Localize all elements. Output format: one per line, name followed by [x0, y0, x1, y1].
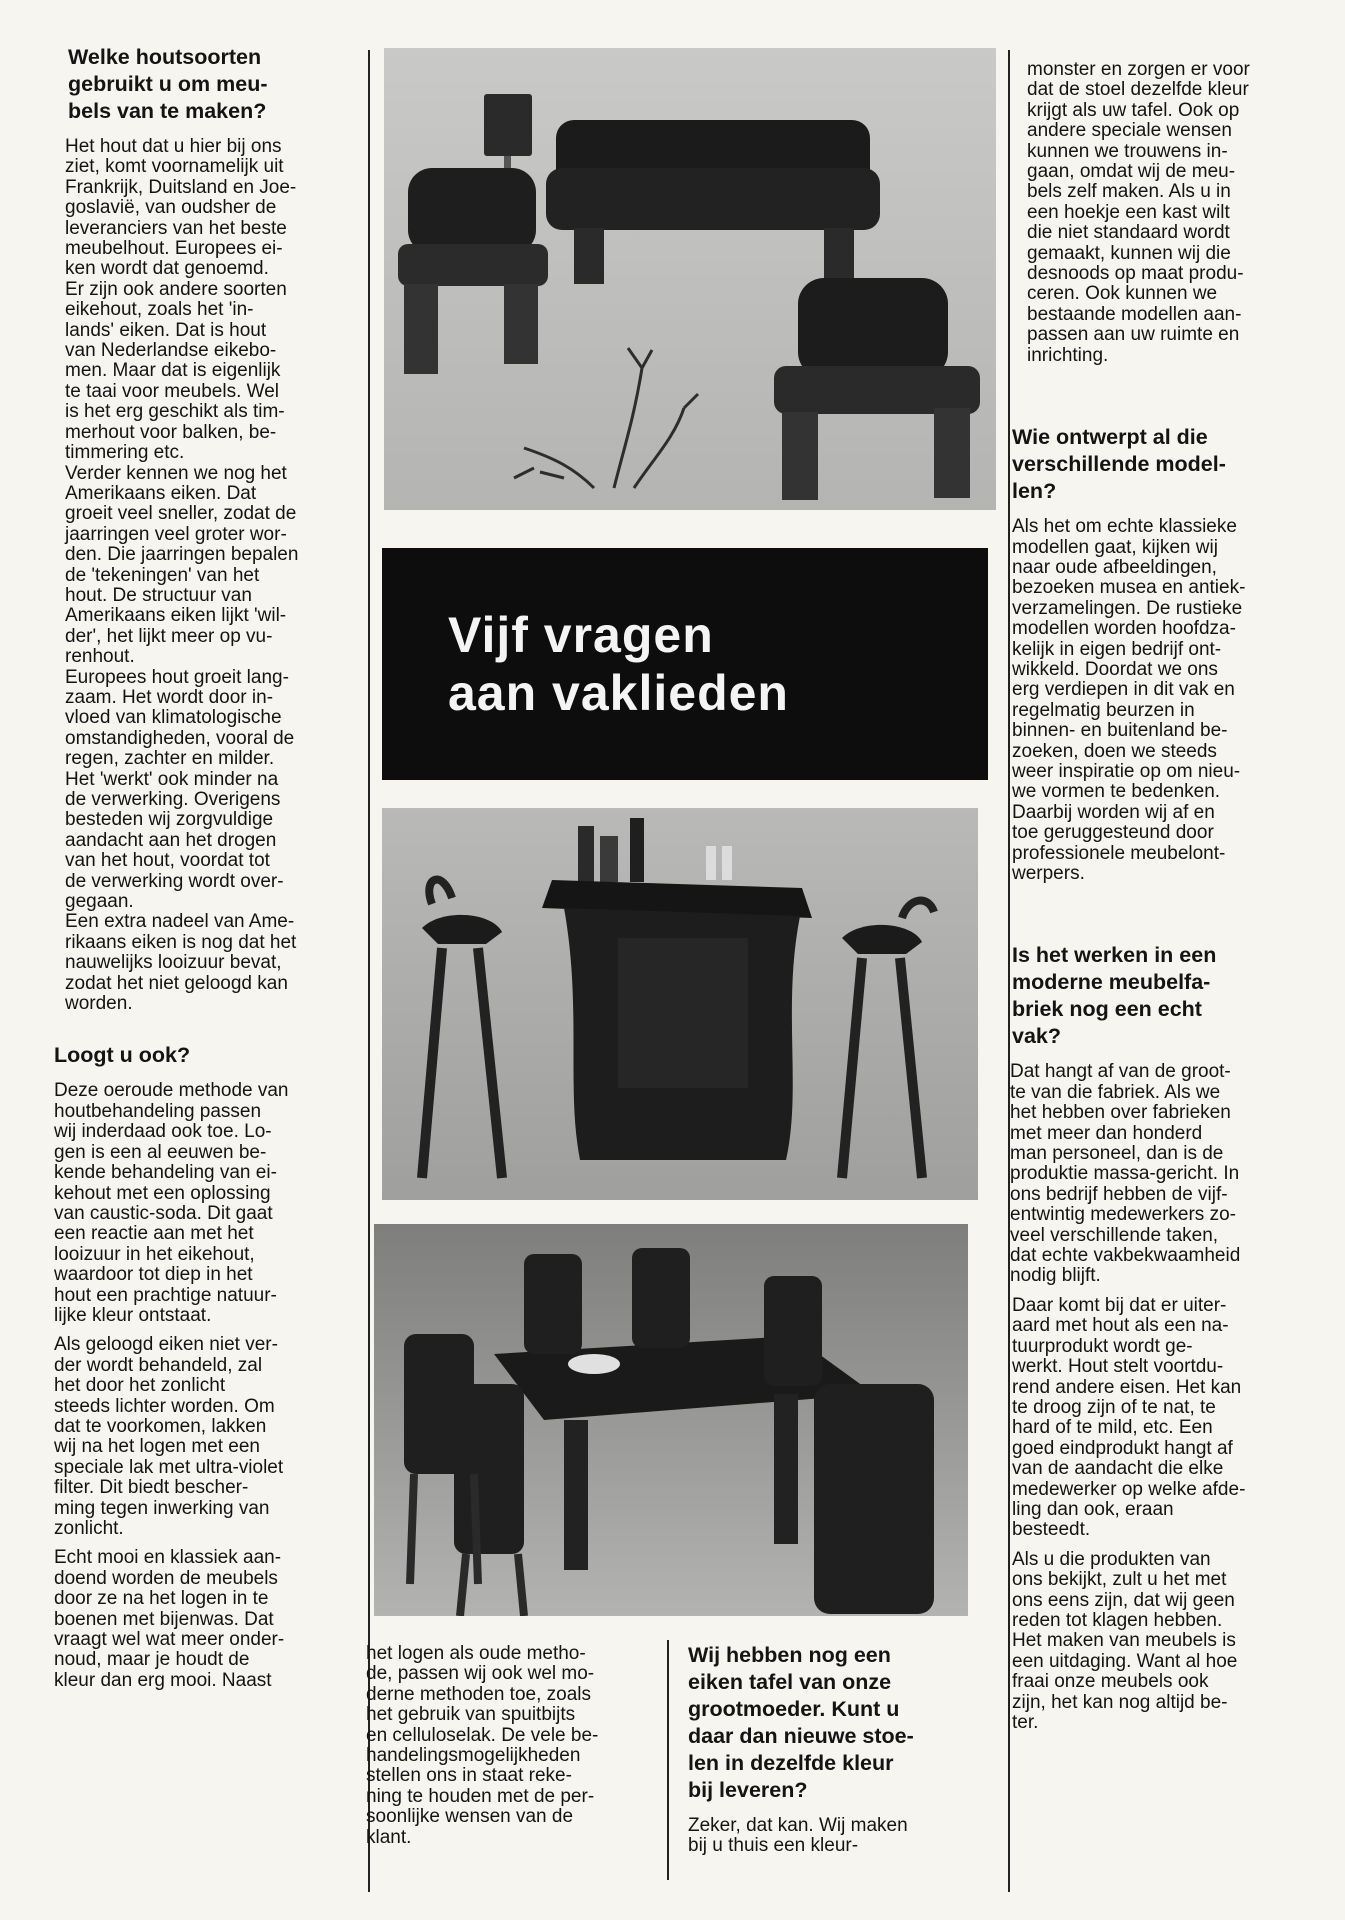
question-5-answer-p2: Daar komt bij dat er uiter- aard met hout als een na- tuurprodukt wordt ge- werkt. Hout stelt voortdu- rend andere eisen. Het kan te droog zijn of te nat, te hard of te mild, etc. Een goed eindprodukt hangt af van de aandacht die elke medewerker op welke afde- ling dan ook, eraan besteedt. — [1012, 1294, 1246, 1541]
question-5-answer-p3: Als u die produkten van ons bekijkt, zult u het met ons eens zijn, dat wij geen reden tot klagen hebben. Het maken van meubels is een uitdaging. Want al hoe fraai onze meubels ook zijn, het kan nog altijd be- ter. — [1012, 1548, 1238, 1733]
column-rule-bottom-middle — [667, 1640, 669, 1880]
question-1-heading: Welke houtsoorten gebruikt u om meu- bels van te maken? — [68, 45, 268, 123]
question-2-heading: Loogt u ook? — [54, 1043, 191, 1068]
bar-cabinet-photo — [382, 808, 978, 1200]
question-5-heading: Is het werken in een moderne meubelfa- briek nog een echt vak? — [1012, 943, 1217, 1049]
dining-set-photo — [374, 1224, 968, 1616]
column-rule-left — [368, 50, 370, 1892]
question-1-answer: Het hout dat u hier bij ons ziet, komt voornamelijk uit Frankrijk, Duitsland en Joe- goslavië, van oudsher de leveranciers van het beste meubelhout. Europees ei- ken wordt dat genoemd. Er zijn ook andere soorten eikehout, zoals het 'in- lands' eiken. Dat is hout van Nederlandse eikebo- men. Maar dat is eigenlijk te taai voor meubels. Wel is het erg geschikt als tim- merhout voor balken, be- timmering etc. Verder kennen we nog het Amerikaans eiken. Dat groeit veel sneller, zodat de jaarringen veel groter wor- den. Die jaarringen bepalen de 'tekeningen' van het hout. De structuur van Amerikaans eiken lijkt 'wil- der', het lijkt meer op vu- renhout. Europees hout groeit lang- zaam. Het wordt door in- vloed van klimatologische omstandigheden, vooral de regen, zachter en milder. Het 'werkt' ook minder na de verwerking. Overigens besteden wij zorgvuldige aandacht aan het drogen van het hout, voordat tot de verwerking wordt over- gegaan. Een extra nadeel van Ame- rikaans eiken is nog dat het nauwelijks looizuur bevat, zodat het niet geloogd kan worden. — [65, 136, 299, 1015]
right-column — [1012, 60, 1334, 1742]
question-2-answer-p3: Echt mooi en klassiek aan- doend worden de meubels door ze na het logen in te boenen met bijenwas. Dat vraagt wel wat meer onder- noud, maar je houdt de kleur dan erg mooi. Naast — [54, 1547, 285, 1691]
question-2-answer-p1: Deze oeroude methode van houtbehandeling passen wij inderdaad ook toe. Lo- gen is een al eeuwen be- kende behandeling van ei- kehout met een oplossing van caustic-soda. Dit gaat een reactie aan met het looizuur in het eikehout, waardoor tot diep in het hout een prachtige natuur- lijke kleur ontstaat. — [54, 1080, 289, 1326]
question-3-answer-continued: monster en zorgen er voor dat de stoel dezelfde kleur krijgt als uw tafel. Ook op andere speciale wensen kunnen we trouwens in- gaan, omdat wij de meu- bels zelf maken. Als u in een hoekje een kast wilt die niet standaard wordt gemaakt, kunnen wij die desnoods op maat produ- ceren. Ook kunnen we bestaande modellen aan- passen aan uw ruimte en inrichting. — [1027, 59, 1250, 366]
question-3-heading: Wij hebben nog een eiken tafel van onze grootmoeder. Kunt u daar dan nieuwe stoe- len in dezelfde kleur bij leveren? — [688, 1643, 914, 1802]
middle-bottom-right-column — [688, 1642, 1004, 1866]
left-column — [54, 44, 360, 1700]
sofa-set-photo — [384, 48, 996, 510]
title-block — [382, 548, 988, 780]
question-2-answer-continued: het logen als oude metho- de, passen wij ook wel mo- derne methoden toe, zoals het gebruik van spuitbijts en celluloselak. De vele be- handelingsmogelijkheden stellen ons in staat reke- ning te houden met de per- soonlijke wensen van de klant. — [366, 1643, 599, 1848]
column-rule-right — [1008, 50, 1010, 1892]
question-3-answer: Zeker, dat kan. Wij maken bij u thuis een kleur- — [688, 1815, 908, 1857]
question-5-answer-p1: Dat hangt af van de groot- te van die fabriek. Als we het hebben over fabrieken met meer dan honderd man personeel, dan is de produktie massa-gericht. In ons bedrijf hebben de vijf- entwintig medewerkers zo- veel verschillende taken, dat echte vakbekwaamheid nodig blijft. — [1010, 1061, 1241, 1287]
question-2-answer-p2: Als geloogd eiken niet ver- der wordt behandeld, zal het door het zonlicht steeds lichter worden. Om dat te voorkomen, lakken wij na het logen met een speciale lak met ultra-violet filter. Dit biedt bescher- ming tegen inwerking van zonlicht. — [54, 1334, 284, 1539]
article-title: Vijf vragen aan vaklieden — [448, 607, 789, 721]
question-4-answer: Als het om echte klassieke modellen gaat, kijken wij naar oude afbeeldingen, bezoeken musea en antiek- verzamelingen. De rustieke modellen worden hoofdza- kelijk in eigen bedrijf ont- wikkeld. Doordat we ons erg verdiepen in dit vak en regelmatig beurzen in binnen- en buitenland be- zoeken, doen we steeds weer inspiratie op om nieu- we vormen te bedenken. Daarbij worden wij af en toe geruggesteund door professionele meubelont- werpers. — [1012, 516, 1246, 884]
middle-bottom-left-column — [366, 1644, 666, 1857]
question-4-heading: Wie ontwerpt al die verschillende model- len? — [1012, 425, 1226, 504]
